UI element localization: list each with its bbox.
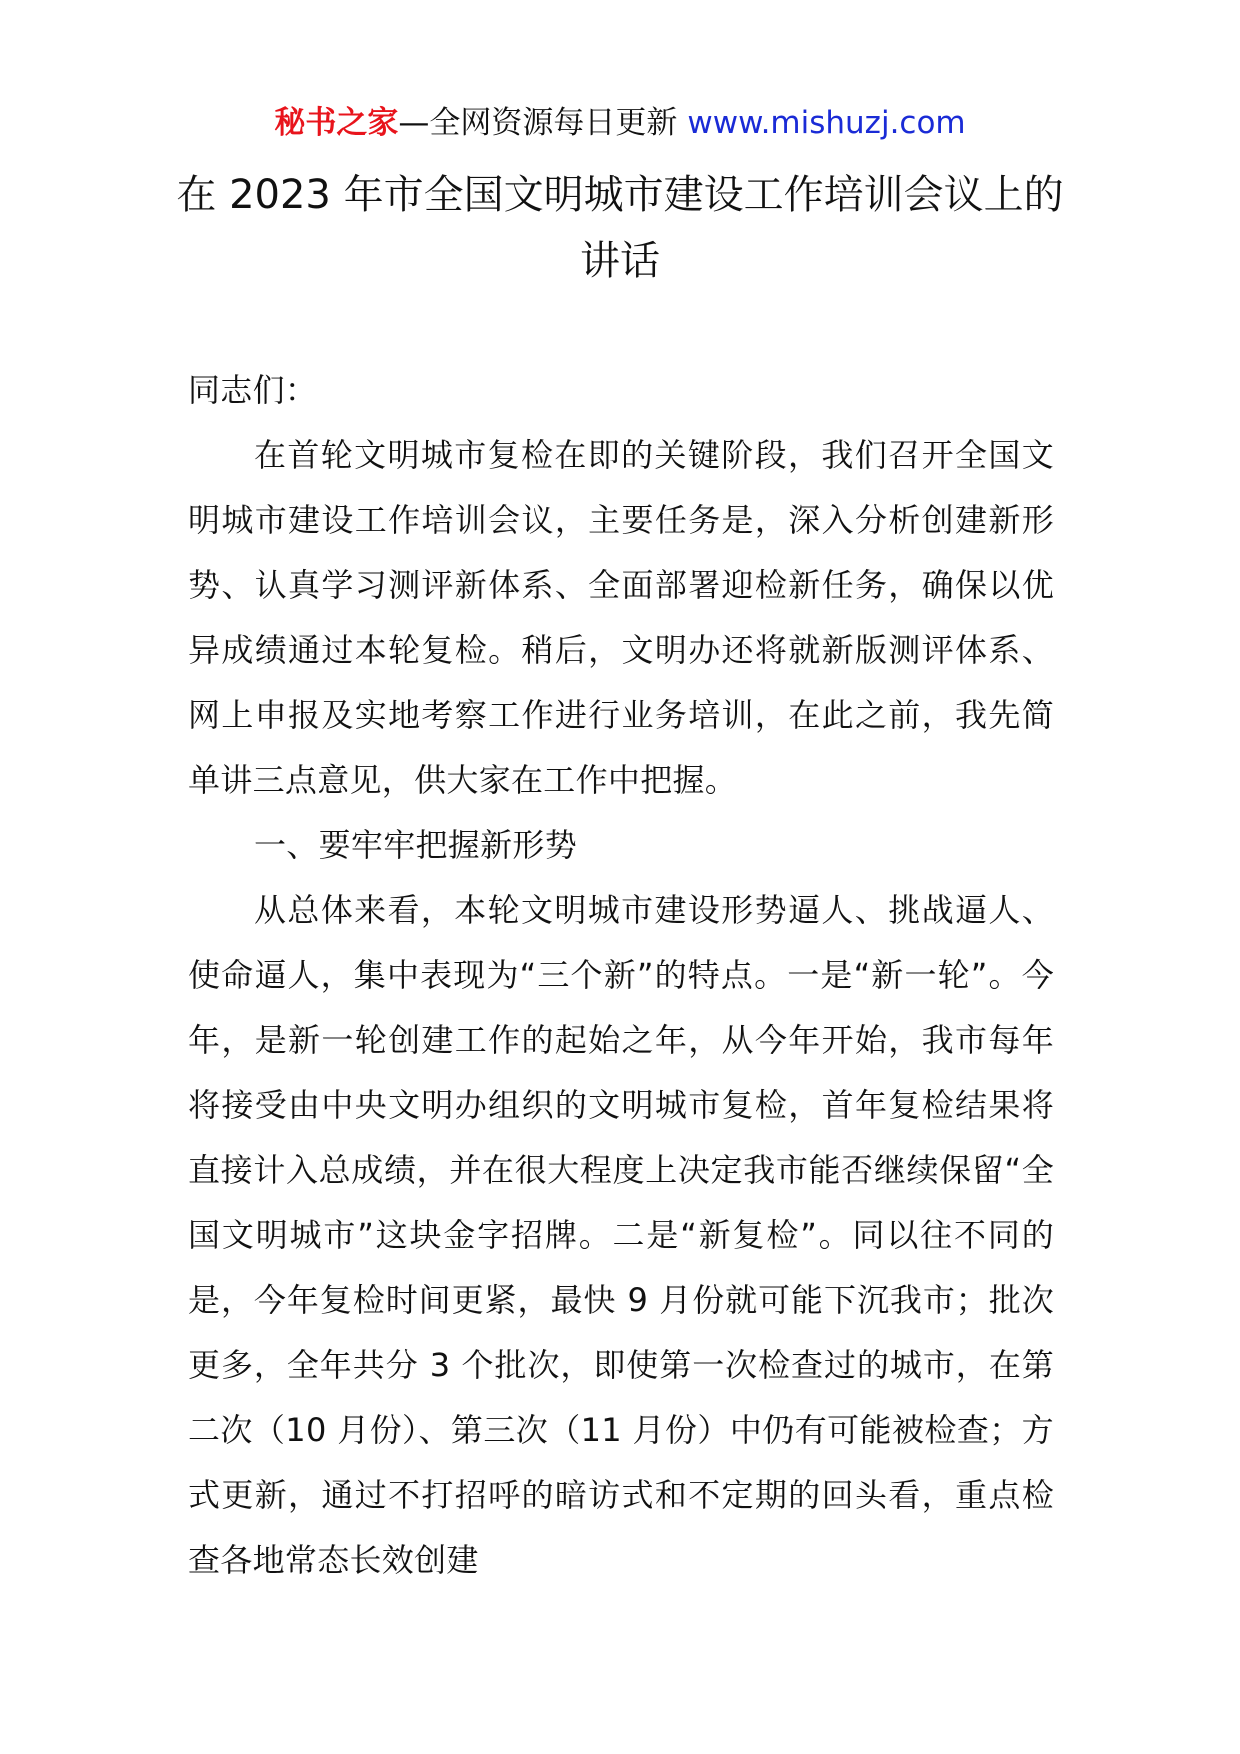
site-url-link[interactable]: www.mishuzj.com	[687, 105, 966, 141]
document-title: 在 2023 年市全国文明城市建设工作培训会议上的讲话	[176, 172, 1064, 284]
paragraph: 从总体来看，本轮文明城市建设形势逼人、挑战逼人、使命逼人，集中表现为“三个新”的特点。一是“新一轮”。今年，是新一轮创建工作的起始之年，从今年开始，我市每年将接受由中央文明办组织的文明城市复检，首年复检结果将直接计入总成绩，并在很大程度上决定我市能否继续保留“全国文明城市”这块金字招牌。二是“新复检”。同以往不同的是，今年复检时间更紧，最快 9 月份就可能下沉我市；批次更多，全年共分 3 个批次，即使第一次检查过的城市，在第二次（10 月份）、第三次（11 月份）中仍有可能被检查；方式更新，通过不打招呼的暗访式和不定期的回头看，重点检查各地常态长效创建	[188, 891, 1054, 1579]
salutation: 同志们：	[188, 371, 318, 409]
header-slogan: —全网资源每日更新	[398, 105, 678, 141]
document-body	[188, 358, 1054, 1593]
paragraph: 在首轮文明城市复检在即的关键阶段，我们召开全国文明城市建设工作培训会议，主要任务是，深入分析创建新形势、认真学习测评新体系、全面部署迎检新任务，确保以优异成绩通过本轮复检。稍后，文明办还将就新版测评体系、网上申报及实地考察工作进行业务培训，在此之前，我先简单讲三点意见，供大家在工作中把握。	[188, 436, 1054, 799]
section-heading: 一、要牢牢把握新形势	[254, 826, 578, 864]
brand-name: 秘书之家	[274, 105, 399, 141]
site-header	[0, 100, 1240, 146]
